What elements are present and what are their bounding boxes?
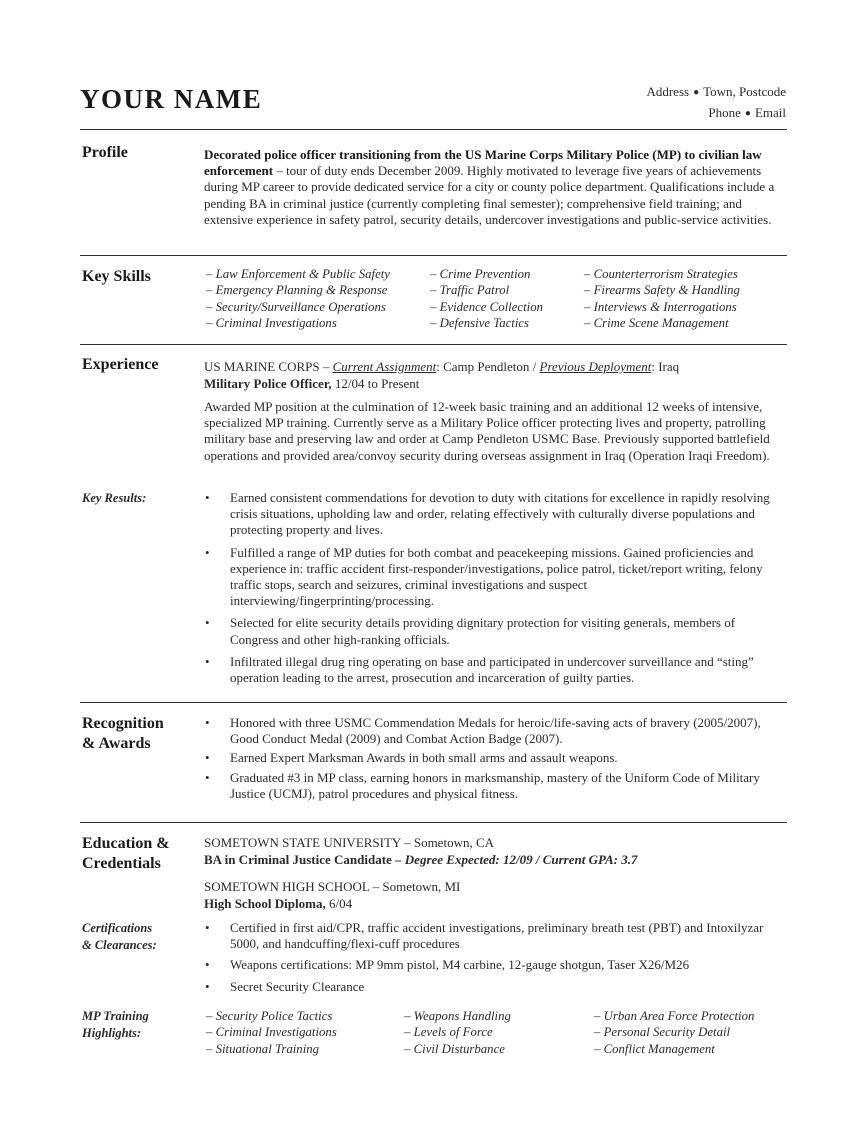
training-item: – Weapons Handling <box>404 1009 511 1023</box>
diploma-date: 6/04 <box>325 896 353 911</box>
bullet-separator-icon: ● <box>693 87 700 98</box>
training-item: – Urban Area Force Protection <box>594 1009 755 1023</box>
award-item: • Graduated #3 in MP class, earning honors in marksmanship, mastery of the Uniform Code of Military Justice (UCMJ), patrol procedures and physical fitness. <box>204 770 786 802</box>
current-assignment-label: Current Assignment <box>332 359 437 374</box>
key-skills-grid <box>206 266 784 331</box>
certifications-list <box>204 920 786 995</box>
role-line <box>204 376 419 392</box>
skill-item: – Evidence Collection <box>430 299 543 314</box>
section-divider <box>80 255 787 256</box>
university-line: SOMETOWN STATE UNIVERSITY – Sometown, CA <box>204 835 495 850</box>
degree-detail: – Degree Expected: 12/09 / Current GPA: 3.7 <box>391 852 638 867</box>
training-label-line2: Highlights: <box>82 1026 142 1040</box>
awards-heading-line1: Recognition <box>82 715 164 732</box>
section-divider <box>80 344 787 345</box>
awards-heading <box>82 714 164 754</box>
skill-item: – Traffic Patrol <box>430 283 510 298</box>
certifications-label <box>82 920 157 954</box>
resume-name: YOUR NAME <box>80 84 263 114</box>
contact-line-phone <box>646 103 786 124</box>
skill-item: – Security/Surveillance Operations <box>206 299 386 314</box>
training-item: – Situational Training <box>206 1041 320 1056</box>
training-item: – Civil Disturbance <box>404 1041 505 1056</box>
contact-line-address <box>646 82 786 103</box>
employer-line <box>204 359 679 375</box>
profile-lead: Decorated police officer transitioning from the US Marine Corps Military Police (MP) to civilian law enforcement <box>204 147 762 179</box>
profile-heading: Profile <box>82 144 128 161</box>
section-divider <box>80 702 787 703</box>
degree-title: BA in Criminal Justice Candidate <box>204 852 392 867</box>
previous-location: : Iraq <box>651 359 680 374</box>
section-divider <box>80 822 787 823</box>
key-results-label: Key Results: <box>82 491 147 505</box>
key-skills-heading: Key Skills <box>82 268 151 285</box>
skill-item: – Interviews & Interrogations <box>584 299 737 314</box>
training-item: – Conflict Management <box>594 1041 715 1056</box>
job-title: Military Police Officer, <box>204 376 332 391</box>
training-item: – Personal Security Detail <box>594 1025 731 1040</box>
skill-item: – Law Enforcement & Public Safety <box>206 267 390 281</box>
awards-list <box>204 715 786 802</box>
education-heading-line2: Credentials <box>82 855 161 872</box>
bullet-separator-icon: ● <box>744 108 751 119</box>
degree-line <box>204 852 637 868</box>
diploma-title: High School Diploma, <box>204 896 326 911</box>
skill-item: – Crime Prevention <box>430 267 531 281</box>
contact-block <box>646 82 786 124</box>
key-results-list <box>204 490 786 686</box>
training-item: – Levels of Force <box>404 1025 493 1040</box>
training-grid <box>206 1008 784 1057</box>
training-item: – Criminal Investigations <box>206 1025 337 1040</box>
result-item: • Selected for elite security details providing dignitary protection for visiting generals, members of Congress and other high-ranking officials. <box>204 615 786 647</box>
job-dates: 12/04 to Present <box>331 376 420 391</box>
skill-item: – Counterterrorism Strategies <box>584 267 738 281</box>
certifications-label-line2: & Clearances: <box>82 938 157 952</box>
training-label-line1: MP Training <box>82 1009 149 1023</box>
experience-heading: Experience <box>82 356 159 373</box>
education-heading-line1: Education & <box>82 835 170 852</box>
training-item: – Security Police Tactics <box>206 1009 333 1023</box>
email: Email <box>754 105 786 120</box>
employer: US MARINE CORPS – <box>204 359 330 374</box>
address: Address <box>646 84 690 99</box>
profile-body: – tour of duty ends December 2009. Highly motivated to leverage five years of achievements during MP career to provide dedicated service for a city or county police department. Qualifications include a pending BA in criminal justice (currently completing final semester); comprehensive field training; and extensive experience in safety patrol, security details, undercover investigations and public-service activities. <box>204 163 775 227</box>
result-item: • Fulfilled a range of MP duties for both combat and peacekeeping missions. Gained proficiencies and experience in: traffic accident first-responder/investigations, police patrol, ticket/report writing, felony traffic stops, search and seizures, criminal investigations and suspect interviewing/fingerprinting/processing. <box>204 545 786 610</box>
certification-item: • Weapons certifications: MP 9mm pistol, M4 carbine, 12-gauge shotgun, Taser X26/M26 <box>204 957 786 973</box>
skill-item: – Firearms Safety & Handling <box>584 283 740 298</box>
high-school-line: SOMETOWN HIGH SCHOOL – Sometown, MI <box>204 879 461 894</box>
section-divider <box>80 129 787 130</box>
skill-item: – Emergency Planning & Response <box>206 283 388 298</box>
skill-item: – Defensive Tactics <box>430 315 530 330</box>
certification-item: • Certified in first aid/CPR, traffic accident investigations, preliminary breath test (PBT) and Intoxilyzar 5000, and handcuffing/flexi-cuff procedures <box>204 920 786 952</box>
result-item: • Earned consistent commendations for devotion to duty with citations for excellence in rapidly resolving crisis situations, upholding law and order, relating effectively with culturally diverse populations and protecting property and lives. <box>204 490 786 539</box>
award-item: • Earned Expert Marksman Awards in both small arms and assault weapons. <box>204 750 786 766</box>
certifications-label-line1: Certifications <box>82 921 153 935</box>
town-postcode: Town, Postcode <box>703 84 786 99</box>
skill-item: – Crime Scene Management <box>584 315 729 330</box>
diploma-line <box>204 896 352 912</box>
previous-deployment-label: Previous Deployment <box>539 359 652 374</box>
profile-text <box>204 147 784 228</box>
education-heading <box>82 834 170 874</box>
current-location: : Camp Pendleton / <box>436 359 540 374</box>
result-item: • Infiltrated illegal drug ring operating on base and participated in undercover surveillance and “sting” operation leading to the arrest, prosecution and incarceration of guilty parties. <box>204 654 786 686</box>
experience-summary: Awarded MP position at the culmination of 12-week basic training and an additional 12 weeks of intensive, specialized MP training. Currently serve as a Military Police officer protecting lives and property, patrolling military base and preserving law and order at Camp Pendleton USMC Base. Previously supported battlefield operations and provided area/convoy security during overseas assignment in Iraq (Operation Iraqi Freedom). <box>204 399 770 463</box>
phone: Phone <box>708 105 741 120</box>
skill-item: – Criminal Investigations <box>206 315 337 330</box>
award-item: • Honored with three USMC Commendation Medals for heroic/life-saving acts of bravery (2005/2007), Good Conduct Medal (2009) and Combat Action Badge (2007). <box>204 715 786 747</box>
certification-item: • Secret Security Clearance <box>204 979 786 995</box>
training-label <box>82 1008 149 1042</box>
awards-heading-line2: & Awards <box>82 735 151 752</box>
